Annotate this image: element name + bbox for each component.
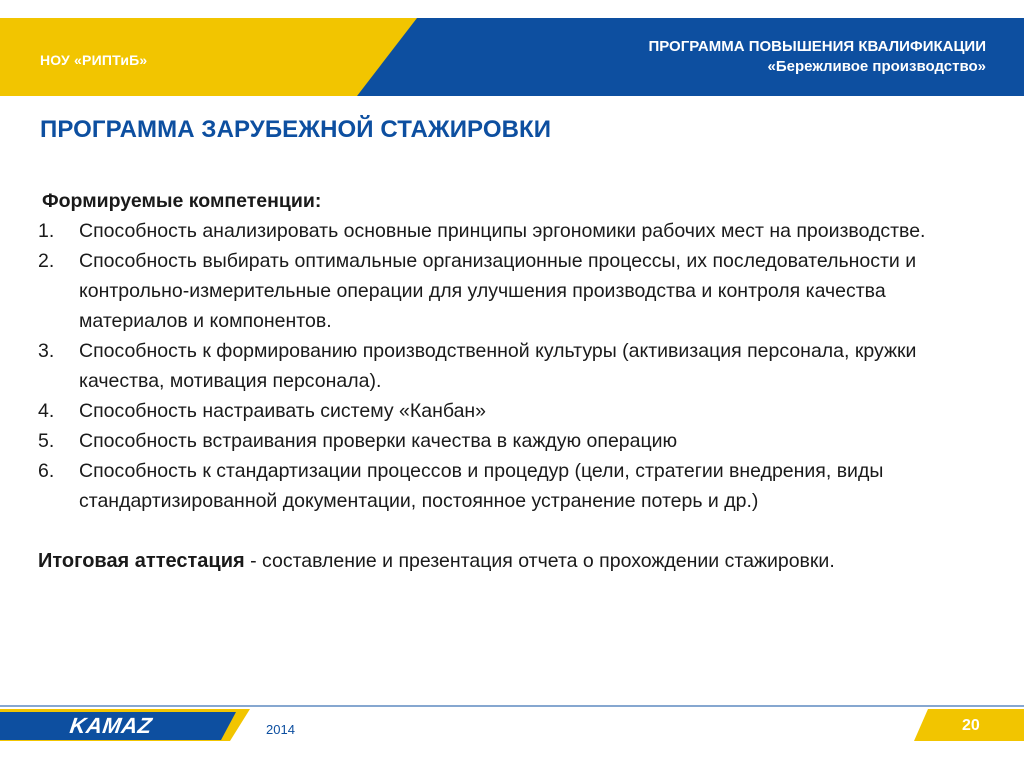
list-item-text: Способность настраивать систему «Канбан» xyxy=(79,400,487,422)
page-number: 20 xyxy=(962,717,980,734)
list-item-number: 2. xyxy=(38,250,55,272)
final-attestation-text: - составление и презентация отчета о прохождении стажировки. xyxy=(244,550,835,572)
final-attestation xyxy=(38,546,998,576)
list-item xyxy=(38,456,998,516)
org-name: НОУ «РИПТиБ» xyxy=(40,52,148,68)
list-item-text: Способность к формированию производственной культуры (активизация персонала, кружки качества, мотивация персонала). xyxy=(79,340,917,392)
competency-list xyxy=(38,216,998,516)
list-item-text: Способность встраивания проверки качества в каждую операцию xyxy=(79,430,678,452)
list-item-number: 5. xyxy=(38,430,55,452)
list-item-text: Способность выбирать оптимальные организационные процессы, их последовательности и контрольно-измерительные операции для улучшения производства и контроля качества материалов и компонентов. xyxy=(79,250,917,332)
program-title-line2: «Бережливое производство» xyxy=(767,58,986,75)
list-item-number: 6. xyxy=(38,460,55,482)
final-attestation-label: Итоговая аттестация xyxy=(38,550,245,572)
list-item-text: Способность к стандартизации процессов и процедур (цели, стратегии внедрения, виды стандартизированной документации, постоянное устранение потерь и др.) xyxy=(79,460,884,512)
list-item-text: Способность анализировать основные принципы эргономики рабочих мест на производстве. xyxy=(79,220,926,242)
list-item xyxy=(38,246,998,336)
list-item xyxy=(38,396,998,426)
list-item xyxy=(38,336,998,396)
slide-content xyxy=(38,186,998,576)
footer-year: 2014 xyxy=(266,722,295,737)
program-title xyxy=(648,37,986,77)
list-item-number: 4. xyxy=(38,400,55,422)
list-item xyxy=(38,216,998,246)
list-item-number: 3. xyxy=(38,340,55,362)
kamaz-logo: KAMAZ xyxy=(68,713,154,738)
header-bar xyxy=(0,0,1024,100)
list-item xyxy=(38,426,998,456)
list-item-number: 1. xyxy=(38,220,55,242)
section-heading: Формируемые компетенции: xyxy=(42,190,322,212)
program-title-line1: ПРОГРАММА ПОВЫШЕНИЯ КВАЛИФИКАЦИИ xyxy=(648,38,986,55)
footer-background xyxy=(0,700,1024,768)
footer-bar xyxy=(0,700,1024,768)
slide-title: ПРОГРАММА ЗАРУБЕЖНОЙ СТАЖИРОВКИ xyxy=(40,116,552,143)
